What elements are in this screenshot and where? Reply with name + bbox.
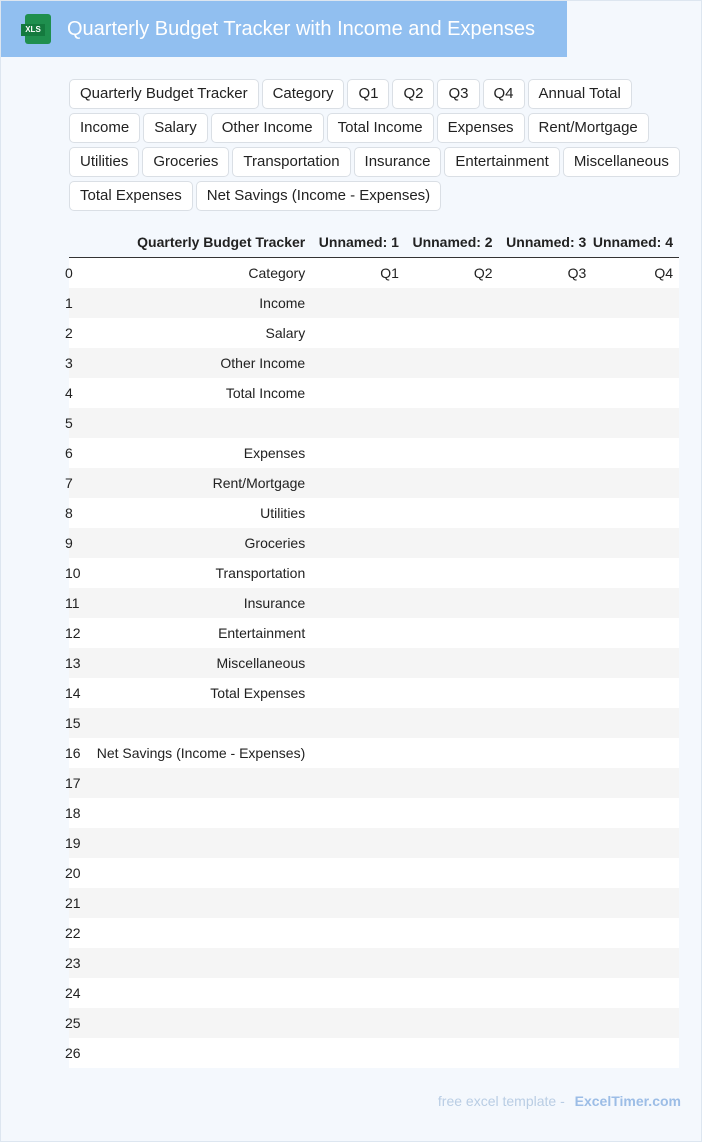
table-cell: [399, 558, 493, 588]
table-cell: Q2: [473, 265, 493, 281]
row-index: [65, 1008, 81, 1038]
table-cell: [493, 948, 587, 978]
table-cell: [586, 1008, 679, 1038]
row-index-label: 12: [65, 625, 81, 641]
table-cell: Total Income: [225, 385, 306, 401]
table-row: [65, 318, 679, 348]
table-cell: [586, 708, 679, 738]
table-cell: [493, 1038, 587, 1068]
footer-prefix: free excel template -: [437, 1093, 565, 1109]
table-cell: [399, 648, 493, 678]
table-row: [65, 288, 679, 318]
table-cell: [493, 378, 587, 408]
row-index-label: 14: [65, 685, 81, 701]
row-index-label: 16: [65, 745, 81, 761]
table-cell: [586, 468, 679, 498]
column-chip[interactable]: Miscellaneous: [563, 147, 680, 177]
column-header: Unnamed: 2: [412, 234, 493, 250]
table-cell: [79, 978, 305, 1008]
row-index: [65, 978, 81, 1008]
table-cell: [399, 708, 493, 738]
header-banner: [1, 1, 567, 57]
table-cell: [305, 1008, 399, 1038]
table-row: [65, 678, 679, 708]
table-cell: [305, 558, 399, 588]
column-chip-list: [69, 79, 695, 211]
row-index: [65, 618, 81, 648]
table-cell: [305, 408, 399, 438]
table-cell: [305, 978, 399, 1008]
table-row: [65, 558, 679, 588]
table-cell: [493, 528, 587, 558]
table-cell: Q4: [654, 265, 673, 281]
table-cell: [586, 378, 679, 408]
row-index: [65, 378, 79, 408]
row-index: [65, 768, 81, 798]
table-cell: [399, 798, 493, 828]
row-index: [65, 738, 81, 768]
table-row: [65, 258, 679, 288]
table-cell: [493, 648, 587, 678]
table-cell: [399, 828, 493, 858]
row-index-label: 23: [65, 955, 81, 971]
column-header: Quarterly Budget Tracker: [137, 234, 306, 250]
column-chip[interactable]: Q2: [392, 79, 434, 109]
table-cell: [399, 498, 493, 528]
table-cell: [493, 408, 587, 438]
row-index-label: 10: [65, 565, 81, 581]
table-cell: [399, 1008, 493, 1038]
row-index-label: 0: [65, 265, 73, 281]
table-row: [65, 888, 679, 918]
table-cell: [399, 858, 493, 888]
table-cell: [79, 798, 305, 828]
table-cell: [586, 348, 679, 378]
table-cell: [586, 648, 679, 678]
row-index: [65, 258, 79, 288]
table-body: [65, 258, 679, 1068]
table-row: [65, 978, 679, 1008]
table-cell: Groceries: [244, 535, 306, 551]
table-cell: [399, 378, 493, 408]
table-cell: [305, 618, 399, 648]
row-index: [65, 708, 81, 738]
row-index: [65, 888, 81, 918]
table-row: [65, 408, 679, 438]
table-cell: [399, 768, 493, 798]
table-cell: Expenses: [243, 445, 306, 461]
table-cell: [305, 468, 399, 498]
row-index: [65, 1038, 81, 1068]
table-cell: Miscellaneous: [216, 655, 306, 671]
row-index-label: 20: [65, 865, 81, 881]
table-cell: [493, 348, 587, 378]
table-cell: [493, 498, 587, 528]
xls-icon-label: XLS: [21, 24, 45, 36]
table-cell: [79, 918, 305, 948]
table-cell: [493, 678, 587, 708]
row-index: [65, 348, 79, 378]
table-cell: [586, 738, 679, 768]
table-cell: Income: [259, 295, 306, 311]
column-chip[interactable]: Total Income: [327, 113, 434, 143]
row-index-label: 26: [65, 1045, 81, 1061]
table-row: [65, 738, 679, 768]
table-header-row: [69, 227, 679, 258]
table-cell: [399, 348, 493, 378]
column-header: Unnamed: 4: [592, 234, 673, 250]
table-row: [65, 468, 679, 498]
table-cell: [586, 558, 679, 588]
table-cell: [399, 288, 493, 318]
table-cell: [305, 528, 399, 558]
index-header: [69, 227, 79, 257]
table-cell: [493, 858, 587, 888]
table-cell: [305, 828, 399, 858]
table-row: [65, 528, 679, 558]
table-cell: [305, 288, 399, 318]
table-cell: [493, 468, 587, 498]
column-chip[interactable]: Quarterly Budget Tracker: [69, 79, 259, 109]
table-cell: [305, 798, 399, 828]
table-cell: [586, 528, 679, 558]
table-row: [65, 798, 679, 828]
column-chip[interactable]: Category: [262, 79, 345, 109]
table-cell: [493, 738, 587, 768]
table-row: [65, 1008, 679, 1038]
row-index: [65, 288, 79, 318]
row-index: [65, 798, 81, 828]
column-chip[interactable]: Q1: [347, 79, 389, 109]
table-cell: [305, 348, 399, 378]
table-cell: [493, 618, 587, 648]
table-cell: [586, 1038, 679, 1068]
table-cell: [305, 648, 399, 678]
table-cell: [305, 378, 399, 408]
table-cell: [493, 438, 587, 468]
column-chip[interactable]: Q4: [483, 79, 525, 109]
table-cell: [586, 888, 679, 918]
table-cell: [399, 888, 493, 918]
table-cell: [305, 888, 399, 918]
table-cell: [399, 318, 493, 348]
table-cell: Other Income: [220, 355, 306, 371]
row-index-label: 3: [65, 355, 73, 371]
row-index-label: 21: [65, 895, 81, 911]
table-cell: [586, 828, 679, 858]
row-index-label: 11: [65, 595, 80, 611]
table-row: [65, 918, 679, 948]
column-chip[interactable]: Annual Total: [528, 79, 632, 109]
table-cell: [586, 438, 679, 468]
table-cell: [586, 768, 679, 798]
row-index-label: 2: [65, 325, 73, 341]
row-index-label: 9: [65, 535, 73, 551]
row-index: [65, 408, 79, 438]
table-cell: [586, 678, 679, 708]
table-cell: [586, 918, 679, 948]
row-index: [65, 948, 81, 978]
row-index-label: 4: [65, 385, 73, 401]
table-cell: [305, 588, 399, 618]
table-cell: [586, 618, 679, 648]
table-cell: [586, 978, 679, 1008]
table-cell: Salary: [265, 325, 306, 341]
footer-brand-link[interactable]: ExcelTimer.com: [574, 1093, 681, 1109]
column-chip[interactable]: Utilities: [69, 147, 139, 177]
table-row: [65, 438, 679, 468]
table-row: [65, 648, 679, 678]
xls-file-icon: [21, 14, 51, 44]
table-cell: [493, 918, 587, 948]
table-row: [65, 588, 679, 618]
table-cell: [305, 1038, 399, 1068]
row-index-label: 7: [65, 475, 73, 491]
table-cell: Q1: [380, 265, 399, 281]
table-cell: [79, 828, 305, 858]
table-cell: [79, 888, 305, 918]
row-index: [65, 558, 81, 588]
table-cell: Transportation: [215, 565, 306, 581]
column-chip[interactable]: Rent/Mortgage: [528, 113, 649, 143]
table-cell: Q3: [567, 265, 587, 281]
column-chip[interactable]: Other Income: [211, 113, 324, 143]
table-cell: [493, 288, 587, 318]
table-cell: [305, 498, 399, 528]
row-index-label: 18: [65, 805, 81, 821]
data-table: [65, 227, 679, 1068]
table-cell: [399, 468, 493, 498]
row-index-label: 17: [65, 775, 81, 791]
table-cell: [79, 858, 305, 888]
table-cell: Net Savings (Income - Expenses): [96, 745, 306, 761]
table-cell: [493, 888, 587, 918]
table-cell: [493, 708, 587, 738]
table-cell: [79, 408, 305, 438]
row-index: [65, 678, 81, 708]
table-cell: Total Expenses: [210, 685, 306, 701]
table-cell: [493, 978, 587, 1008]
column-chip[interactable]: Salary: [143, 113, 208, 143]
column-header: Unnamed: 3: [506, 234, 587, 250]
row-index-label: 5: [65, 415, 73, 431]
table-cell: [305, 678, 399, 708]
row-index-label: 8: [65, 505, 73, 521]
table-cell: [586, 798, 679, 828]
table-cell: [586, 318, 679, 348]
column-chip[interactable]: Q3: [437, 79, 479, 109]
column-chip[interactable]: Transportation: [232, 147, 350, 177]
row-index-label: 24: [65, 985, 81, 1001]
table-row: [65, 348, 679, 378]
table-cell: [493, 558, 587, 588]
table-cell: [399, 618, 493, 648]
table-cell: [305, 768, 399, 798]
table-cell: [493, 798, 587, 828]
page-title: Quarterly Budget Tracker with Income and Expenses: [67, 18, 536, 40]
column-chip[interactable]: Expenses: [437, 113, 525, 143]
table-cell: Entertainment: [218, 625, 306, 641]
row-index: [65, 648, 81, 678]
table-cell: [493, 588, 587, 618]
column-chip[interactable]: Insurance: [354, 147, 442, 177]
table-cell: [79, 768, 305, 798]
table-cell: [586, 858, 679, 888]
row-index-label: 19: [65, 835, 81, 851]
table-cell: Category: [248, 265, 306, 281]
table-cell: Utilities: [260, 505, 306, 521]
table-cell: [399, 588, 493, 618]
table-cell: [305, 738, 399, 768]
footer-credit: [1, 1093, 681, 1109]
column-header: Unnamed: 1: [318, 234, 399, 250]
table-cell: [586, 408, 679, 438]
table-cell: [493, 768, 587, 798]
table-cell: [305, 858, 399, 888]
table-cell: [399, 948, 493, 978]
table-cell: [79, 1038, 305, 1068]
table-row: [65, 858, 679, 888]
table-cell: [399, 438, 493, 468]
row-index: [65, 858, 81, 888]
table-cell: [586, 588, 679, 618]
row-index-label: 15: [65, 715, 81, 731]
table-cell: [79, 1008, 305, 1038]
table-row: [65, 378, 679, 408]
table-cell: [493, 1008, 587, 1038]
table-cell: [399, 738, 493, 768]
row-index: [65, 828, 81, 858]
table-row: [65, 498, 679, 528]
row-index: [65, 588, 80, 618]
table-cell: [586, 498, 679, 528]
row-index-label: 22: [65, 925, 81, 941]
row-index-label: 25: [65, 1015, 81, 1031]
column-chip[interactable]: Total Expenses: [69, 181, 193, 211]
table-cell: Insurance: [243, 595, 306, 611]
column-chip[interactable]: Income: [69, 113, 140, 143]
table-row: [65, 828, 679, 858]
column-chip[interactable]: Net Savings (Income - Expenses): [196, 181, 441, 211]
row-index: [65, 528, 79, 558]
column-chip[interactable]: Groceries: [142, 147, 229, 177]
table-cell: [399, 408, 493, 438]
row-index: [65, 498, 79, 528]
table-cell: [305, 438, 399, 468]
table-cell: [305, 918, 399, 948]
table-row: [65, 768, 679, 798]
table-row: [65, 1038, 679, 1068]
table-cell: [399, 918, 493, 948]
row-index: [65, 438, 79, 468]
row-index: [65, 468, 79, 498]
table-cell: [399, 978, 493, 1008]
table-cell: [305, 948, 399, 978]
table-cell: Rent/Mortgage: [212, 475, 306, 491]
table-cell: [586, 948, 679, 978]
table-cell: [305, 708, 399, 738]
row-index: [65, 318, 79, 348]
row-index: [65, 918, 81, 948]
column-chip[interactable]: Entertainment: [444, 147, 559, 177]
row-index-label: 6: [65, 445, 73, 461]
table-row: [65, 708, 679, 738]
row-index-label: 1: [65, 295, 73, 311]
table-cell: [399, 678, 493, 708]
table-cell: [305, 318, 399, 348]
table-cell: [493, 828, 587, 858]
row-index-label: 13: [65, 655, 81, 671]
table-cell: [399, 528, 493, 558]
table-cell: [586, 288, 679, 318]
table-cell: [493, 318, 587, 348]
table-row: [65, 948, 679, 978]
table-cell: [79, 708, 305, 738]
table-cell: [79, 948, 305, 978]
table-cell: [399, 1038, 493, 1068]
table-row: [65, 618, 679, 648]
